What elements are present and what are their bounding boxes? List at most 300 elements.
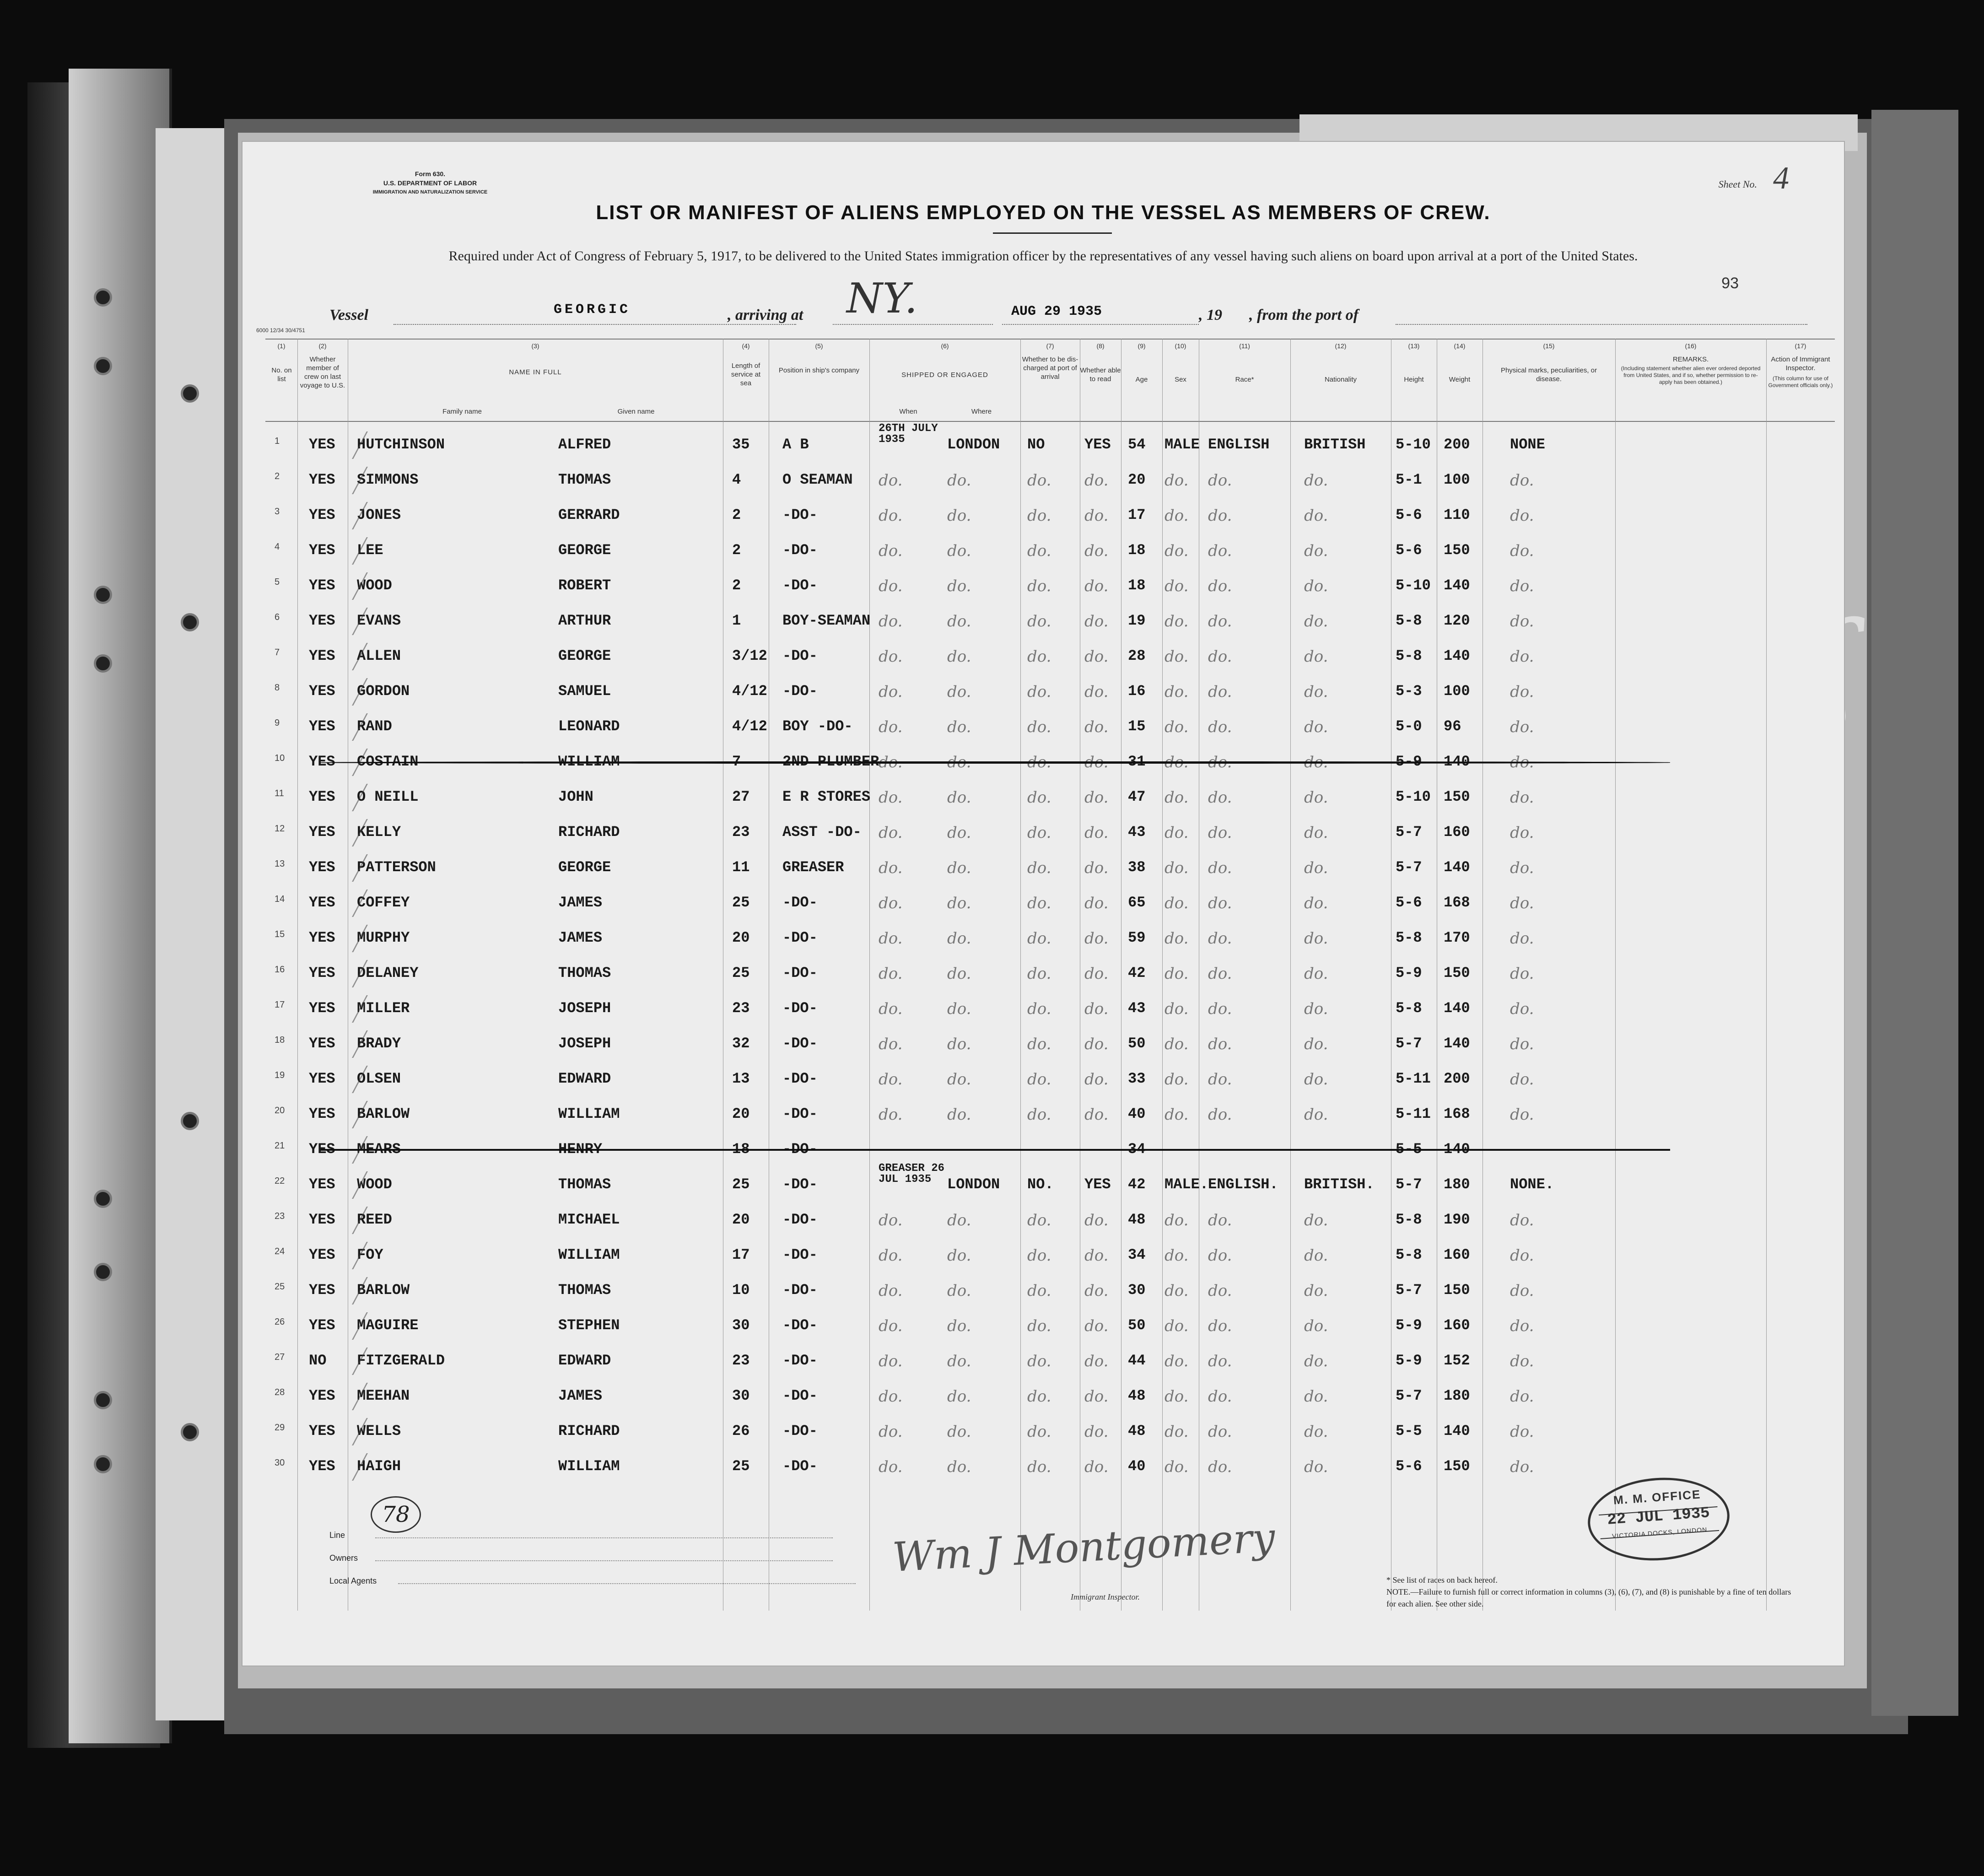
page-subtitle: Required under Act of Congress of February 5, 1917, to be delivered to the United States immigration officer by the representatives of any vessel having such aliens on board upon arrival at a port of the United States. [448, 248, 1638, 264]
cell-family: GORDON [357, 683, 410, 700]
cell-when: do. [879, 1000, 903, 1018]
column-number: (1) [277, 342, 286, 350]
cell-crew: YES [309, 612, 335, 629]
stamp-date: 22 JUL 1935 [1607, 1504, 1710, 1529]
binder-hole [94, 1455, 112, 1473]
title-rule [993, 232, 1112, 234]
cell-family: FITZGERALD [357, 1352, 445, 1369]
cell-given: THOMAS [558, 471, 611, 488]
cell-given: JOSEPH [558, 1000, 611, 1017]
cell-height: 5-9 [1396, 753, 1422, 770]
cell-no: 16 [275, 965, 285, 975]
sheet-number-label: Sheet No. [1718, 178, 1757, 190]
cell-height: 5-0 [1396, 718, 1422, 735]
cell-no: 15 [275, 929, 285, 939]
cell-discharged: NO. [1027, 1176, 1054, 1193]
cell-service: 18 [732, 1141, 750, 1158]
table-row [265, 1450, 1835, 1485]
cell-when: do. [879, 1282, 903, 1300]
cell-service: 11 [732, 859, 750, 876]
cell-crew: YES [309, 1000, 335, 1017]
cell-height: 5-8 [1396, 1000, 1422, 1017]
cell-position: E R STORES [782, 788, 871, 805]
cell-age: 44 [1128, 1352, 1146, 1369]
inspector-label: Immigrant Inspector. [1071, 1592, 1140, 1601]
cell-weight: 150 [1444, 788, 1470, 805]
cell-no: 10 [275, 753, 285, 763]
cell-given: STEPHEN [558, 1317, 620, 1334]
cell-service: 1 [732, 612, 741, 629]
line-label: Line [329, 1531, 345, 1540]
cell-no: 21 [275, 1141, 285, 1151]
table-row [265, 1309, 1835, 1344]
header-remarks-detail: (Including statement whether alien ever ordered deported from United States, and if so, whether permission to re-apply has been obtained.) [1621, 365, 1761, 385]
cell-nationality: do. [1304, 1000, 1328, 1018]
cell-race: do. [1208, 718, 1232, 736]
stamp-location: VICTORIA DOCKS, LONDON [1612, 1526, 1708, 1540]
cell-discharged: do. [1027, 542, 1051, 560]
cell-sex: do. [1165, 753, 1189, 771]
cell-position: -DO- [782, 683, 818, 700]
cell-sex: do. [1165, 542, 1189, 560]
header-inspector-action: Action of Immigrant Inspector. [1771, 356, 1830, 372]
cell-family: WOOD [357, 577, 392, 594]
cell-family: COSTAIN [357, 753, 419, 770]
cell-marks: do. [1510, 965, 1534, 983]
header-name-in-full: NAME IN FULL [509, 368, 562, 376]
cell-race: do. [1208, 1070, 1232, 1089]
table-row [265, 1027, 1835, 1062]
cell-service: 13 [732, 1070, 750, 1087]
column-number: (10) [1175, 342, 1186, 350]
cell-height: 5-7 [1396, 1387, 1422, 1404]
strike-through-line [320, 1149, 1670, 1151]
cell-crew: YES [309, 1458, 335, 1475]
cell-age: 31 [1128, 753, 1146, 770]
cell-age: 17 [1128, 507, 1146, 523]
cell-race: do. [1208, 1000, 1232, 1018]
cell-height: 5-7 [1396, 1176, 1422, 1193]
cell-when: do. [879, 1105, 903, 1124]
cell-when: do. [879, 824, 903, 842]
cell-nationality: do. [1304, 824, 1328, 842]
cell-nationality: do. [1304, 1246, 1328, 1265]
cell-height: 5-6 [1396, 542, 1422, 559]
cell-service: 35 [732, 436, 750, 453]
cell-given: EDWARD [558, 1352, 611, 1369]
cell-race: do. [1208, 471, 1232, 490]
cell-position: -DO- [782, 507, 818, 523]
cell-read: do. [1084, 1070, 1109, 1089]
cell-family: COFFEY [357, 894, 410, 911]
cell-nationality: do. [1304, 1105, 1328, 1124]
binder-hole [181, 1112, 199, 1130]
cell-height: 5-8 [1396, 647, 1422, 664]
cell-age: 34 [1128, 1141, 1146, 1158]
cell-discharged: do. [1027, 612, 1051, 631]
cell-read: YES [1084, 1176, 1111, 1193]
table-row [265, 1132, 1835, 1168]
cell-discharged: do. [1027, 894, 1051, 912]
race-note: * See list of races on back hereof. [1386, 1575, 1498, 1585]
cell-when: do. [879, 859, 903, 877]
cell-marks: do. [1510, 753, 1534, 771]
cell-service: 23 [732, 824, 750, 841]
cell-read: do. [1084, 965, 1109, 983]
cell-family: MURPHY [357, 929, 410, 946]
stamp-office: M. M. OFFICE [1613, 1487, 1702, 1507]
arriving-port: NY. [846, 275, 918, 323]
cell-crew: YES [309, 577, 335, 594]
cell-position: GREASER [782, 859, 844, 876]
cell-sex: do. [1165, 577, 1189, 595]
cell-marks: do. [1510, 1317, 1534, 1335]
cell-height: 5-8 [1396, 1211, 1422, 1228]
cell-nationality: do. [1304, 788, 1328, 807]
cell-weight: 140 [1444, 1423, 1470, 1439]
cell-given: THOMAS [558, 1176, 611, 1193]
cell-marks: do. [1510, 894, 1534, 912]
cell-height: 5-1 [1396, 471, 1422, 488]
cell-race: do. [1208, 753, 1232, 771]
cell-height: 5-3 [1396, 683, 1422, 700]
cell-service: 23 [732, 1352, 750, 1369]
cell-where: do. [947, 894, 971, 912]
cell-discharged: do. [1027, 1458, 1051, 1476]
cell-family: EVANS [357, 612, 401, 629]
cell-where: do. [947, 542, 971, 560]
cell-given: JAMES [558, 929, 603, 946]
cell-crew: YES [309, 965, 335, 981]
table-row [265, 1344, 1835, 1379]
cell-read: do. [1084, 753, 1109, 771]
column-number: (3) [531, 342, 539, 350]
service-name: IMMIGRATION AND NATURALIZATION SERVICE [372, 189, 488, 195]
cell-age: 28 [1128, 647, 1146, 664]
cell-sex: do. [1165, 612, 1189, 631]
cell-when: do. [879, 1458, 903, 1476]
cell-no: 13 [275, 859, 285, 869]
cell-height: 5-8 [1396, 1246, 1422, 1263]
cell-where: do. [947, 1423, 971, 1441]
crew-manifest-table [265, 339, 1835, 1611]
vessel-label: Vessel [329, 307, 368, 323]
cell-position: BOY -DO- [782, 718, 853, 735]
cell-race: do. [1208, 894, 1232, 912]
cell-discharged: do. [1027, 718, 1051, 736]
cell-position: -DO- [782, 1458, 818, 1475]
cell-marks: do. [1510, 718, 1534, 736]
cell-sex: do. [1165, 824, 1189, 842]
cell-race: do. [1208, 1317, 1232, 1335]
cell-where: do. [947, 824, 971, 842]
cell-race: do. [1208, 683, 1232, 701]
cell-marks: do. [1510, 471, 1534, 490]
cell-weight: 140 [1444, 859, 1470, 876]
cell-race: do. [1208, 824, 1232, 842]
cell-crew: YES [309, 1035, 335, 1052]
cell-crew: YES [309, 718, 335, 735]
cell-where: LONDON [947, 1176, 1000, 1193]
cell-height: 5-7 [1396, 859, 1422, 876]
cell-no: 27 [275, 1352, 285, 1362]
cell-race: ENGLISH. [1208, 1176, 1278, 1193]
cell-discharged: do. [1027, 929, 1051, 948]
cell-marks: do. [1510, 612, 1534, 631]
cell-age: 50 [1128, 1035, 1146, 1052]
cell-race: do. [1208, 577, 1232, 595]
column-number: (15) [1543, 342, 1555, 350]
cell-read: do. [1084, 1211, 1109, 1229]
cell-crew: YES [309, 1282, 335, 1299]
cell-sex: do. [1165, 965, 1189, 983]
cell-marks: do. [1510, 1246, 1534, 1265]
cell-where: do. [947, 612, 971, 631]
cell-where: do. [947, 965, 971, 983]
vessel-name: GEORGIC [554, 302, 631, 318]
cell-family: WOOD [357, 1176, 392, 1193]
cell-position: -DO- [782, 1176, 818, 1193]
cell-when: do. [879, 894, 903, 912]
cell-when: do. [879, 683, 903, 701]
cell-discharged: do. [1027, 1282, 1051, 1300]
cell-when: do. [879, 1387, 903, 1406]
cell-crew: YES [309, 1246, 335, 1263]
binder-hole [94, 586, 112, 604]
cell-nationality: do. [1304, 1282, 1328, 1300]
cell-race: do. [1208, 1211, 1232, 1229]
cell-height: 5-11 [1396, 1070, 1431, 1087]
cell-family: WELLS [357, 1423, 401, 1439]
cell-family: ALLEN [357, 647, 401, 664]
header-height: Height [1404, 376, 1424, 383]
cell-marks: do. [1510, 577, 1534, 595]
cell-position: O SEAMAN [782, 471, 853, 488]
cell-crew: YES [309, 1387, 335, 1404]
cell-given: JAMES [558, 1387, 603, 1404]
cell-crew: YES [309, 788, 335, 805]
cell-family: MAGUIRE [357, 1317, 419, 1334]
cell-sex: do. [1165, 683, 1189, 701]
cell-no: 5 [275, 577, 280, 587]
cell-crew: YES [309, 1105, 335, 1122]
cell-family: DELANEY [357, 965, 419, 981]
header-weight: Weight [1449, 376, 1471, 383]
cell-no: 3 [275, 507, 280, 517]
cell-service: 20 [732, 929, 750, 946]
column-number: (7) [1046, 342, 1054, 350]
cell-read: do. [1084, 929, 1109, 948]
column-number: (5) [815, 342, 823, 350]
table-row [265, 534, 1835, 569]
cell-marks: do. [1510, 1458, 1534, 1476]
cell-position: -DO- [782, 577, 818, 594]
cell-where: do. [947, 1246, 971, 1265]
cell-nationality: do. [1304, 965, 1328, 983]
cell-sex: do. [1165, 1035, 1189, 1053]
cell-no: 22 [275, 1176, 285, 1186]
header-position: Position in ship's company [778, 367, 860, 374]
cell-nationality: do. [1304, 1423, 1328, 1441]
header-able-to-read: Whether able to read [1080, 367, 1121, 383]
cell-race: do. [1208, 542, 1232, 560]
cell-given: GEORGE [558, 647, 611, 664]
form-number: Form 630. [415, 170, 446, 178]
cell-height: 5-9 [1396, 1352, 1422, 1369]
cell-position: -DO- [782, 1105, 818, 1122]
cell-family: FOY [357, 1246, 383, 1263]
cell-family: O NEILL [357, 788, 419, 805]
cell-crew: YES [309, 1317, 335, 1334]
cell-sex: do. [1165, 507, 1189, 525]
cell-marks: do. [1510, 507, 1534, 525]
cell-marks: NONE [1510, 436, 1545, 453]
cell-age: 18 [1128, 577, 1146, 594]
cell-where: do. [947, 859, 971, 877]
cell-marks: do. [1510, 1070, 1534, 1089]
cell-age: 50 [1128, 1317, 1146, 1334]
cell-no: 11 [275, 788, 284, 798]
line-fill [375, 1537, 833, 1538]
cell-age: 54 [1128, 436, 1146, 453]
cell-service: 26 [732, 1423, 750, 1439]
cell-weight: 100 [1444, 471, 1470, 488]
cell-weight: 170 [1444, 929, 1470, 946]
inspector-signature: Wm J Montgomery [891, 1514, 1276, 1581]
cell-when: do. [879, 542, 903, 560]
cell-weight: 180 [1444, 1176, 1470, 1193]
cell-given: JAMES [558, 894, 603, 911]
cell-weight: 150 [1444, 965, 1470, 981]
cell-read: do. [1084, 1458, 1109, 1476]
cell-weight: 200 [1444, 436, 1470, 453]
table-row [265, 956, 1835, 992]
cell-height: 5-6 [1396, 894, 1422, 911]
header-given-name: Given name [617, 408, 655, 415]
cell-weight: 120 [1444, 612, 1470, 629]
cell-height: 5-6 [1396, 507, 1422, 523]
cell-given: GEORGE [558, 542, 611, 559]
cell-age: 65 [1128, 894, 1146, 911]
cell-service: 25 [732, 894, 750, 911]
cell-height: 5-10 [1396, 577, 1431, 594]
cell-marks: do. [1510, 824, 1534, 842]
cell-given: WILLIAM [558, 1105, 620, 1122]
cell-discharged: do. [1027, 1387, 1051, 1406]
cell-sex: do. [1165, 1423, 1189, 1441]
cell-height: 5-9 [1396, 1317, 1422, 1334]
column-number: (11) [1239, 342, 1250, 350]
cell-position: -DO- [782, 1246, 818, 1263]
cell-sex: MALE [1165, 436, 1200, 453]
cell-when: do. [879, 1211, 903, 1229]
cell-age: 16 [1128, 683, 1146, 700]
cell-when: do. [879, 1246, 903, 1265]
cell-marks: do. [1510, 788, 1534, 807]
cell-sex: do. [1165, 859, 1189, 877]
table-row [265, 710, 1835, 745]
cell-age: 30 [1128, 1282, 1146, 1299]
cell-crew: YES [309, 753, 335, 770]
cell-service: 4/12 [732, 683, 767, 700]
cell-where: do. [947, 683, 971, 701]
cell-position: -DO- [782, 1282, 818, 1299]
cell-height: 5-7 [1396, 1282, 1422, 1299]
cell-service: 32 [732, 1035, 750, 1052]
cell-when: do. [879, 718, 903, 736]
cell-read: do. [1084, 577, 1109, 595]
local-agents-label: Local Agents [329, 1576, 377, 1585]
cell-weight: 140 [1444, 1000, 1470, 1017]
cell-family: KELLY [357, 824, 401, 841]
cell-sex: do. [1165, 718, 1189, 736]
table-row [265, 745, 1835, 780]
strike-through-line [320, 761, 1670, 764]
cell-family: OLSEN [357, 1070, 401, 1087]
table-row [265, 921, 1835, 956]
cell-crew: YES [309, 542, 335, 559]
cell-crew: YES [309, 1423, 335, 1439]
cell-no: 19 [275, 1070, 285, 1080]
cell-weight: 160 [1444, 824, 1470, 841]
cell-marks: do. [1510, 1352, 1534, 1370]
cell-when: 26TH JULY 1935 [879, 422, 938, 446]
cell-position: -DO- [782, 1141, 818, 1158]
table-row [265, 569, 1835, 604]
cell-service: 10 [732, 1282, 750, 1299]
cell-nationality: do. [1304, 718, 1328, 736]
table-row [265, 886, 1835, 921]
penalty-note: NOTE.—Failure to furnish full or correct information in columns (3), (6), (7), and (8) is punishable by a fine of ten dollars for each alien. See other side. [1386, 1587, 1791, 1608]
owners-fill [375, 1560, 833, 1561]
cell-when: do. [879, 753, 903, 771]
cell-weight: 110 [1444, 507, 1470, 523]
column-number: (6) [941, 342, 949, 350]
cell-discharged: do. [1027, 1423, 1051, 1441]
cell-no: 18 [275, 1035, 285, 1045]
cell-height: 5-8 [1396, 612, 1422, 629]
cell-marks: do. [1510, 1387, 1534, 1406]
cell-age: 34 [1128, 1246, 1146, 1263]
table-row [265, 498, 1835, 534]
cell-position: -DO- [782, 1387, 818, 1404]
cell-given: EDWARD [558, 1070, 611, 1087]
table-row [265, 815, 1835, 851]
cell-crew: YES [309, 1211, 335, 1228]
binder-hole [181, 384, 199, 403]
page-title: LIST OR MANIFEST OF ALIENS EMPLOYED ON THE VESSEL AS MEMBERS OF CREW. [596, 201, 1491, 224]
cell-crew: YES [309, 507, 335, 523]
cell-when: do. [879, 929, 903, 948]
cell-crew: YES [309, 1141, 335, 1158]
header-shipped-when: When [899, 408, 917, 415]
table-row [265, 1062, 1835, 1097]
cell-weight: 150 [1444, 1458, 1470, 1475]
cell-discharged: do. [1027, 788, 1051, 807]
column-number: (2) [318, 342, 327, 350]
header-age: Age [1135, 376, 1148, 383]
cell-nationality: do. [1304, 859, 1328, 877]
cell-read: YES [1084, 436, 1111, 453]
cell-when: do. [879, 1035, 903, 1053]
cell-position: -DO- [782, 647, 818, 664]
cell-when: do. [879, 507, 903, 525]
table-row [265, 422, 1835, 463]
cell-race: do. [1208, 1282, 1232, 1300]
cell-given: SAMUEL [558, 683, 611, 700]
cell-height: 5-5 [1396, 1423, 1422, 1439]
cell-height: 5-6 [1396, 1458, 1422, 1475]
